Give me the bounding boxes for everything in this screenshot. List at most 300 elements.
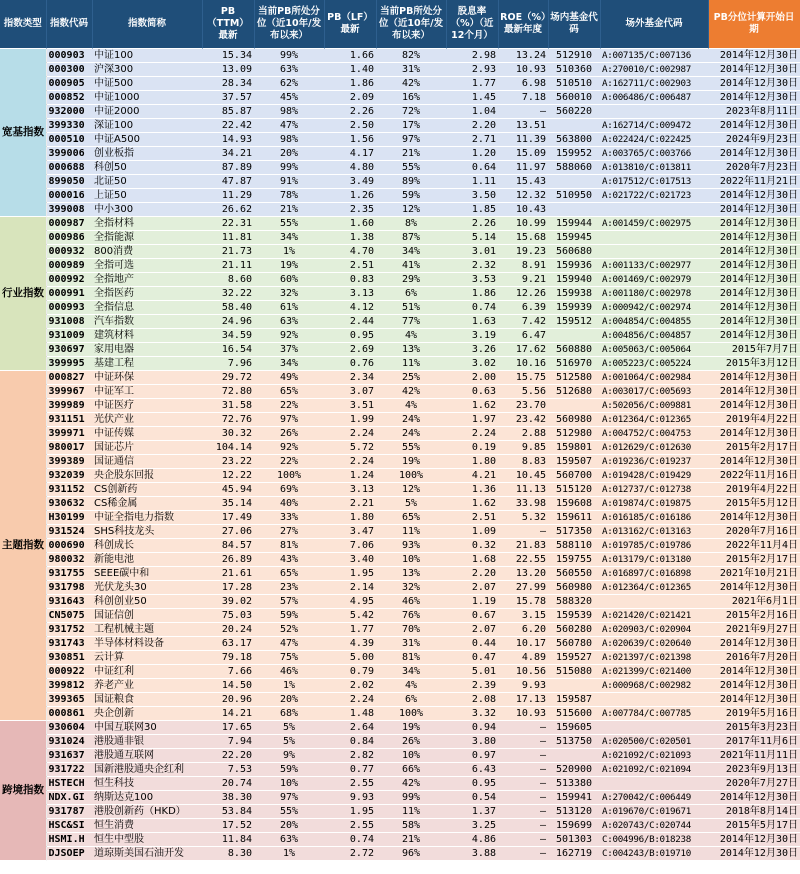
dividend-yield-cell: 3.50 bbox=[446, 189, 498, 203]
onexchange-fund-code-cell: 159512 bbox=[548, 315, 600, 329]
pb-lf-percentile-cell: 65% bbox=[376, 511, 446, 525]
pb-ttm-percentile-cell: 63% bbox=[254, 63, 324, 77]
offexchange-fund-code-cell: A:502056/C:009881 bbox=[600, 399, 708, 413]
index-code-cell: 000932 bbox=[46, 245, 92, 259]
percentile-start-date-cell: 2014年12月30日 bbox=[708, 63, 800, 77]
index-code-cell: HSTECH bbox=[46, 777, 92, 791]
index-name-cell: 港股创新药（HKD） bbox=[92, 805, 202, 819]
index-name-cell: 养老产业 bbox=[92, 679, 202, 693]
index-code-cell: 399812 bbox=[46, 679, 92, 693]
pb-lf-cell: 2.72 bbox=[324, 847, 376, 861]
offexchange-fund-code-cell: A:007784/C:007785 bbox=[600, 707, 708, 721]
index-code-cell: 931524 bbox=[46, 525, 92, 539]
pb-ttm-percentile-cell: 98% bbox=[254, 105, 324, 119]
roe-cell: 15.09 bbox=[498, 147, 548, 161]
index-name-cell: 基建工程 bbox=[92, 357, 202, 371]
index-name-cell: CS稀金属 bbox=[92, 497, 202, 511]
table-row bbox=[0, 175, 800, 189]
index-code-cell: 000922 bbox=[46, 665, 92, 679]
percentile-start-date-cell: 2014年12月30日 bbox=[708, 665, 800, 679]
table-row bbox=[0, 119, 800, 133]
index-name-cell: 沪深300 bbox=[92, 63, 202, 77]
offexchange-fund-code-cell: A:004752/C:004753 bbox=[600, 427, 708, 441]
offexchange-fund-code-cell: A:162711/C:002903 bbox=[600, 77, 708, 91]
pb-lf-percentile-cell: 34% bbox=[376, 245, 446, 259]
roe-cell: 8.83 bbox=[498, 455, 548, 469]
onexchange-fund-code-cell: 560010 bbox=[548, 91, 600, 105]
index-name-cell: 北证50 bbox=[92, 175, 202, 189]
pb-ttm-cell: 26.89 bbox=[202, 553, 254, 567]
dividend-yield-cell: 1.85 bbox=[446, 203, 498, 217]
pb-lf-percentile-cell: 46% bbox=[376, 595, 446, 609]
pb-ttm-percentile-cell: 40% bbox=[254, 497, 324, 511]
pb-ttm-percentile-cell: 97% bbox=[254, 413, 324, 427]
pb-ttm-cell: 16.54 bbox=[202, 343, 254, 357]
percentile-start-date-cell: 2014年12月30日 bbox=[708, 791, 800, 805]
pb-ttm-cell: 24.96 bbox=[202, 315, 254, 329]
offexchange-fund-code-cell: A:013179/C:013180 bbox=[600, 553, 708, 567]
pb-ttm-percentile-cell: 32% bbox=[254, 287, 324, 301]
roe-cell: 13.20 bbox=[498, 567, 548, 581]
table-row bbox=[0, 245, 800, 259]
table-row bbox=[0, 343, 800, 357]
pb-ttm-cell: 7.96 bbox=[202, 357, 254, 371]
index-name-cell: 港股通互联网 bbox=[92, 749, 202, 763]
onexchange-fund-code-cell bbox=[548, 679, 600, 693]
onexchange-fund-code-cell: 560280 bbox=[548, 623, 600, 637]
pb-ttm-percentile-cell: 68% bbox=[254, 707, 324, 721]
pb-ttm-percentile-cell: 59% bbox=[254, 609, 324, 623]
roe-cell: 11.39 bbox=[498, 133, 548, 147]
dividend-yield-cell: 2.51 bbox=[446, 511, 498, 525]
table-row bbox=[0, 637, 800, 651]
onexchange-fund-code-cell: 512580 bbox=[548, 371, 600, 385]
pb-ttm-cell: 30.32 bbox=[202, 427, 254, 441]
percentile-start-date-cell: 2014年12月30日 bbox=[708, 49, 800, 63]
pb-ttm-cell: 39.02 bbox=[202, 595, 254, 609]
index-name-cell: 中证A500 bbox=[92, 133, 202, 147]
index-name-cell: 国证通信 bbox=[92, 455, 202, 469]
pb-lf-percentile-cell: 6% bbox=[376, 693, 446, 707]
dividend-yield-cell: 2.24 bbox=[446, 427, 498, 441]
onexchange-fund-code-cell: 159952 bbox=[548, 147, 600, 161]
offexchange-fund-code-cell: A:019785/C:019786 bbox=[600, 539, 708, 553]
index-name-cell: 中证医疗 bbox=[92, 399, 202, 413]
dividend-yield-cell: 1.97 bbox=[446, 413, 498, 427]
pb-lf-percentile-cell: 58% bbox=[376, 819, 446, 833]
index-name-cell: 汽车指数 bbox=[92, 315, 202, 329]
pb-lf-percentile-cell: 100% bbox=[376, 707, 446, 721]
table-row bbox=[0, 665, 800, 679]
pb-lf-percentile-cell: 24% bbox=[376, 427, 446, 441]
index-code-cell: DJSOEP bbox=[46, 847, 92, 861]
offexchange-fund-code-cell: A:021399/C:021400 bbox=[600, 665, 708, 679]
onexchange-fund-code-cell: 520900 bbox=[548, 763, 600, 777]
offexchange-fund-code-cell: A:013810/C:013811 bbox=[600, 161, 708, 175]
pb-ttm-percentile-cell: 69% bbox=[254, 483, 324, 497]
onexchange-fund-code-cell: 159939 bbox=[548, 301, 600, 315]
onexchange-fund-code-cell bbox=[548, 749, 600, 763]
dividend-yield-cell: 1.11 bbox=[446, 175, 498, 189]
dividend-yield-cell: 5.14 bbox=[446, 231, 498, 245]
index-name-cell: 科创50 bbox=[92, 161, 202, 175]
table-row bbox=[0, 721, 800, 735]
pb-ttm-cell: 17.65 bbox=[202, 721, 254, 735]
pb-ttm-cell: 21.61 bbox=[202, 567, 254, 581]
pb-ttm-percentile-cell: 37% bbox=[254, 343, 324, 357]
pb-lf-cell: 3.49 bbox=[324, 175, 376, 189]
table-row bbox=[0, 791, 800, 805]
percentile-start-date-cell: 2015年5月17日 bbox=[708, 819, 800, 833]
pb-lf-percentile-cell: 89% bbox=[376, 175, 446, 189]
index-code-cell: 931743 bbox=[46, 637, 92, 651]
offexchange-fund-code-cell bbox=[600, 693, 708, 707]
roe-cell: 5.32 bbox=[498, 511, 548, 525]
index-code-cell: 931151 bbox=[46, 413, 92, 427]
roe-cell: 33.98 bbox=[498, 497, 548, 511]
pb-ttm-cell: 47.87 bbox=[202, 175, 254, 189]
index-code-cell: 931643 bbox=[46, 595, 92, 609]
header-cell: 指数代码 bbox=[46, 0, 92, 49]
roe-cell: – bbox=[498, 749, 548, 763]
offexchange-fund-code-cell bbox=[600, 777, 708, 791]
pb-lf-cell: 0.77 bbox=[324, 763, 376, 777]
index-code-cell: 000861 bbox=[46, 707, 92, 721]
pb-ttm-cell: 20.96 bbox=[202, 693, 254, 707]
table-row bbox=[0, 805, 800, 819]
roe-cell: 5.56 bbox=[498, 385, 548, 399]
index-code-cell: 000905 bbox=[46, 77, 92, 91]
dividend-yield-cell: 2.98 bbox=[446, 49, 498, 63]
roe-cell: 15.68 bbox=[498, 231, 548, 245]
pb-lf-cell: 2.51 bbox=[324, 259, 376, 273]
dividend-yield-cell: 3.01 bbox=[446, 245, 498, 259]
index-name-cell: SEEE碳中和 bbox=[92, 567, 202, 581]
dividend-yield-cell: 1.19 bbox=[446, 595, 498, 609]
pb-lf-percentile-cell: 8% bbox=[376, 217, 446, 231]
percentile-start-date-cell: 2014年12月30日 bbox=[708, 287, 800, 301]
pb-ttm-cell: 20.24 bbox=[202, 623, 254, 637]
pb-lf-percentile-cell: 97% bbox=[376, 133, 446, 147]
index-name-cell: 家用电器 bbox=[92, 343, 202, 357]
pb-lf-percentile-cell: 17% bbox=[376, 119, 446, 133]
pb-ttm-cell: 26.62 bbox=[202, 203, 254, 217]
pb-lf-percentile-cell: 26% bbox=[376, 735, 446, 749]
pb-ttm-percentile-cell: 57% bbox=[254, 595, 324, 609]
pb-lf-percentile-cell: 34% bbox=[376, 665, 446, 679]
percentile-start-date-cell: 2019年4月22日 bbox=[708, 413, 800, 427]
pb-ttm-cell: 38.30 bbox=[202, 791, 254, 805]
table-row bbox=[0, 763, 800, 777]
index-code-cell: 931722 bbox=[46, 763, 92, 777]
roe-cell: – bbox=[498, 525, 548, 539]
pb-lf-cell: 2.55 bbox=[324, 777, 376, 791]
table-row bbox=[0, 567, 800, 581]
onexchange-fund-code-cell: 159944 bbox=[548, 217, 600, 231]
pb-lf-cell: 7.06 bbox=[324, 539, 376, 553]
index-code-cell: 931798 bbox=[46, 581, 92, 595]
header-cell: 当前PB所处分位（近10年/发布以来） bbox=[376, 0, 446, 49]
pb-ttm-percentile-cell: 33% bbox=[254, 511, 324, 525]
percentile-start-date-cell: 2014年12月30日 bbox=[708, 301, 800, 315]
index-code-cell: 931787 bbox=[46, 805, 92, 819]
roe-cell: 10.16 bbox=[498, 357, 548, 371]
pb-lf-cell: 5.00 bbox=[324, 651, 376, 665]
pb-lf-percentile-cell: 77% bbox=[376, 315, 446, 329]
pb-ttm-cell: 53.84 bbox=[202, 805, 254, 819]
pb-lf-percentile-cell: 42% bbox=[376, 777, 446, 791]
dividend-yield-cell: 1.77 bbox=[446, 77, 498, 91]
index-name-cell: 国证信创 bbox=[92, 609, 202, 623]
index-code-cell: 000991 bbox=[46, 287, 92, 301]
pb-ttm-cell: 15.34 bbox=[202, 49, 254, 63]
header-cell: ROE（%）最新年度 bbox=[498, 0, 548, 49]
percentile-start-date-cell: 2015年3月12日 bbox=[708, 357, 800, 371]
roe-cell: 10.43 bbox=[498, 203, 548, 217]
index-code-cell: 399971 bbox=[46, 427, 92, 441]
onexchange-fund-code-cell: 513750 bbox=[548, 735, 600, 749]
table-row bbox=[0, 525, 800, 539]
offexchange-fund-code-cell bbox=[600, 105, 708, 119]
index-code-cell: 931009 bbox=[46, 329, 92, 343]
pb-ttm-percentile-cell: 34% bbox=[254, 357, 324, 371]
roe-cell: 12.26 bbox=[498, 287, 548, 301]
pb-lf-cell: 1.38 bbox=[324, 231, 376, 245]
index-name-cell: 全指信息 bbox=[92, 301, 202, 315]
pb-ttm-percentile-cell: 5% bbox=[254, 721, 324, 735]
index-name-cell: 全指地产 bbox=[92, 273, 202, 287]
pb-ttm-percentile-cell: 65% bbox=[254, 385, 324, 399]
dividend-yield-cell: 1.68 bbox=[446, 553, 498, 567]
pb-ttm-cell: 21.11 bbox=[202, 259, 254, 273]
offexchange-fund-code-cell: A:021092/C:021094 bbox=[600, 763, 708, 777]
roe-cell: – bbox=[498, 819, 548, 833]
pb-lf-cell: 0.95 bbox=[324, 329, 376, 343]
header-cell: 指数类型 bbox=[0, 0, 46, 49]
percentile-start-date-cell: 2023年9月13日 bbox=[708, 763, 800, 777]
pb-lf-cell: 1.56 bbox=[324, 133, 376, 147]
percentile-start-date-cell: 2014年12月30日 bbox=[708, 511, 800, 525]
index-name-cell: 中证2000 bbox=[92, 105, 202, 119]
dividend-yield-cell: 0.54 bbox=[446, 791, 498, 805]
dividend-yield-cell: 1.36 bbox=[446, 483, 498, 497]
pb-lf-percentile-cell: 96% bbox=[376, 847, 446, 861]
index-name-cell: 中小300 bbox=[92, 203, 202, 217]
index-name-cell: 深证100 bbox=[92, 119, 202, 133]
pb-ttm-cell: 28.34 bbox=[202, 77, 254, 91]
roe-cell: 6.98 bbox=[498, 77, 548, 91]
onexchange-fund-code-cell: 159539 bbox=[548, 609, 600, 623]
pb-lf-cell: 4.80 bbox=[324, 161, 376, 175]
index-name-cell: 科创成长 bbox=[92, 539, 202, 553]
dividend-yield-cell: 0.67 bbox=[446, 609, 498, 623]
offexchange-fund-code-cell: A:003017/C:005693 bbox=[600, 385, 708, 399]
percentile-start-date-cell: 2018年8月14日 bbox=[708, 805, 800, 819]
percentile-start-date-cell: 2014年12月30日 bbox=[708, 245, 800, 259]
table-row bbox=[0, 511, 800, 525]
roe-cell: 13.51 bbox=[498, 119, 548, 133]
percentile-start-date-cell: 2014年12月30日 bbox=[708, 77, 800, 91]
table-row bbox=[0, 553, 800, 567]
index-code-cell: 000300 bbox=[46, 63, 92, 77]
index-name-cell: 工程机械主题 bbox=[92, 623, 202, 637]
dividend-yield-cell: 2.07 bbox=[446, 623, 498, 637]
offexchange-fund-code-cell bbox=[600, 203, 708, 217]
pb-lf-percentile-cell: 42% bbox=[376, 77, 446, 91]
index-name-cell: 中证传媒 bbox=[92, 427, 202, 441]
pb-lf-cell: 2.55 bbox=[324, 819, 376, 833]
index-code-cell: 399365 bbox=[46, 693, 92, 707]
pb-ttm-cell: 75.03 bbox=[202, 609, 254, 623]
onexchange-fund-code-cell: 512980 bbox=[548, 427, 600, 441]
index-code-cell: 930851 bbox=[46, 651, 92, 665]
pb-lf-cell: 4.17 bbox=[324, 147, 376, 161]
roe-cell: 10.56 bbox=[498, 665, 548, 679]
index-name-cell: 光伏产业 bbox=[92, 413, 202, 427]
dividend-yield-cell: 1.63 bbox=[446, 315, 498, 329]
pb-ttm-cell: 79.18 bbox=[202, 651, 254, 665]
offexchange-fund-code-cell: A:001133/C:002977 bbox=[600, 259, 708, 273]
pb-lf-cell: 2.24 bbox=[324, 455, 376, 469]
pb-ttm-cell: 11.84 bbox=[202, 833, 254, 847]
table-row bbox=[0, 301, 800, 315]
percentile-start-date-cell: 2020年7月16日 bbox=[708, 525, 800, 539]
dividend-yield-cell: 0.19 bbox=[446, 441, 498, 455]
roe-cell: 13.24 bbox=[498, 49, 548, 63]
dividend-yield-cell: 3.26 bbox=[446, 343, 498, 357]
pb-lf-cell: 2.26 bbox=[324, 105, 376, 119]
pb-lf-percentile-cell: 4% bbox=[376, 399, 446, 413]
pb-lf-percentile-cell: 51% bbox=[376, 301, 446, 315]
roe-cell: 6.47 bbox=[498, 329, 548, 343]
table-row bbox=[0, 399, 800, 413]
onexchange-fund-code-cell: 162719 bbox=[548, 847, 600, 861]
dividend-yield-cell: 0.32 bbox=[446, 539, 498, 553]
pb-lf-percentile-cell: 4% bbox=[376, 329, 446, 343]
pb-lf-cell: 1.66 bbox=[324, 49, 376, 63]
offexchange-fund-code-cell: A:019670/C:019671 bbox=[600, 805, 708, 819]
dividend-yield-cell: 4.86 bbox=[446, 833, 498, 847]
table-row bbox=[0, 595, 800, 609]
pb-lf-cell: 0.79 bbox=[324, 665, 376, 679]
offexchange-fund-code-cell: A:000942/C:002974 bbox=[600, 301, 708, 315]
offexchange-fund-code-cell: A:004856/C:004857 bbox=[600, 329, 708, 343]
pb-lf-percentile-cell: 11% bbox=[376, 357, 446, 371]
index-code-cell: 399008 bbox=[46, 203, 92, 217]
pb-lf-percentile-cell: 72% bbox=[376, 105, 446, 119]
pb-lf-percentile-cell: 21% bbox=[376, 833, 446, 847]
pb-lf-percentile-cell: 13% bbox=[376, 343, 446, 357]
pb-ttm-percentile-cell: 59% bbox=[254, 763, 324, 777]
index-name-cell: 恒生中型股 bbox=[92, 833, 202, 847]
table-body bbox=[0, 49, 800, 861]
index-name-cell: 港股通非银 bbox=[92, 735, 202, 749]
offexchange-fund-code-cell: A:021722/C:021723 bbox=[600, 189, 708, 203]
onexchange-fund-code-cell: 515080 bbox=[548, 665, 600, 679]
percentile-start-date-cell: 2021年9月27日 bbox=[708, 623, 800, 637]
pb-lf-cell: 2.35 bbox=[324, 203, 376, 217]
dividend-yield-cell: 6.43 bbox=[446, 763, 498, 777]
index-code-cell: NDX.GI bbox=[46, 791, 92, 805]
index-code-cell: CN5075 bbox=[46, 609, 92, 623]
dividend-yield-cell: 3.19 bbox=[446, 329, 498, 343]
index-name-cell: 中证500 bbox=[92, 77, 202, 91]
onexchange-fund-code-cell: 560220 bbox=[548, 105, 600, 119]
pb-ttm-percentile-cell: 22% bbox=[254, 455, 324, 469]
pb-lf-percentile-cell: 42% bbox=[376, 385, 446, 399]
pb-lf-cell: 0.83 bbox=[324, 273, 376, 287]
index-code-cell: 399389 bbox=[46, 455, 92, 469]
roe-cell: 6.39 bbox=[498, 301, 548, 315]
percentile-start-date-cell: 2015年2月16日 bbox=[708, 609, 800, 623]
roe-cell: 7.18 bbox=[498, 91, 548, 105]
percentile-start-date-cell: 2014年12月30日 bbox=[708, 371, 800, 385]
pb-lf-cell: 4.39 bbox=[324, 637, 376, 651]
pb-ttm-cell: 7.53 bbox=[202, 763, 254, 777]
pb-lf-cell: 2.02 bbox=[324, 679, 376, 693]
offexchange-fund-code-cell: A:017512/C:017513 bbox=[600, 175, 708, 189]
percentile-start-date-cell: 2014年12月30日 bbox=[708, 315, 800, 329]
percentile-start-date-cell: 2015年7月7日 bbox=[708, 343, 800, 357]
pb-ttm-cell: 11.29 bbox=[202, 189, 254, 203]
onexchange-fund-code-cell: 513380 bbox=[548, 777, 600, 791]
pb-lf-cell: 2.44 bbox=[324, 315, 376, 329]
dividend-yield-cell: 1.20 bbox=[446, 147, 498, 161]
pb-ttm-percentile-cell: 60% bbox=[254, 273, 324, 287]
index-code-cell: 930604 bbox=[46, 721, 92, 735]
percentile-start-date-cell: 2019年5月16日 bbox=[708, 707, 800, 721]
offexchange-fund-code-cell: A:006486/C:006487 bbox=[600, 91, 708, 105]
table-row bbox=[0, 735, 800, 749]
index-name-cell: 半导体材料设备 bbox=[92, 637, 202, 651]
index-code-cell: 931152 bbox=[46, 483, 92, 497]
table-row bbox=[0, 189, 800, 203]
percentile-start-date-cell: 2014年12月30日 bbox=[708, 329, 800, 343]
table-row bbox=[0, 203, 800, 217]
pb-ttm-percentile-cell: 78% bbox=[254, 189, 324, 203]
offexchange-fund-code-cell: A:005223/C:005224 bbox=[600, 357, 708, 371]
pb-lf-percentile-cell: 12% bbox=[376, 203, 446, 217]
onexchange-fund-code-cell: 588320 bbox=[548, 595, 600, 609]
roe-cell: – bbox=[498, 805, 548, 819]
pb-ttm-percentile-cell: 9% bbox=[254, 749, 324, 763]
onexchange-fund-code-cell: 588060 bbox=[548, 161, 600, 175]
table-row bbox=[0, 161, 800, 175]
offexchange-fund-code-cell: A:000968/C:002982 bbox=[600, 679, 708, 693]
pb-lf-percentile-cell: 13% bbox=[376, 567, 446, 581]
table-row bbox=[0, 77, 800, 91]
table-row bbox=[0, 833, 800, 847]
index-name-cell: 国证粮食 bbox=[92, 693, 202, 707]
pb-ttm-percentile-cell: 99% bbox=[254, 161, 324, 175]
table-row bbox=[0, 273, 800, 287]
onexchange-fund-code-cell: 515120 bbox=[548, 483, 600, 497]
pb-ttm-percentile-cell: 61% bbox=[254, 301, 324, 315]
index-name-cell: 中证红利 bbox=[92, 665, 202, 679]
onexchange-fund-code-cell: 560780 bbox=[548, 637, 600, 651]
pb-ttm-percentile-cell: 47% bbox=[254, 119, 324, 133]
pb-lf-percentile-cell: 10% bbox=[376, 553, 446, 567]
index-code-cell: 932039 bbox=[46, 469, 92, 483]
roe-cell: – bbox=[498, 105, 548, 119]
percentile-start-date-cell: 2014年12月30日 bbox=[708, 203, 800, 217]
pb-ttm-cell: 14.50 bbox=[202, 679, 254, 693]
roe-cell: 8.91 bbox=[498, 259, 548, 273]
onexchange-fund-code-cell: 510950 bbox=[548, 189, 600, 203]
offexchange-fund-code-cell: A:162714/C:009472 bbox=[600, 119, 708, 133]
pb-lf-percentile-cell: 5% bbox=[376, 497, 446, 511]
roe-cell: 21.83 bbox=[498, 539, 548, 553]
